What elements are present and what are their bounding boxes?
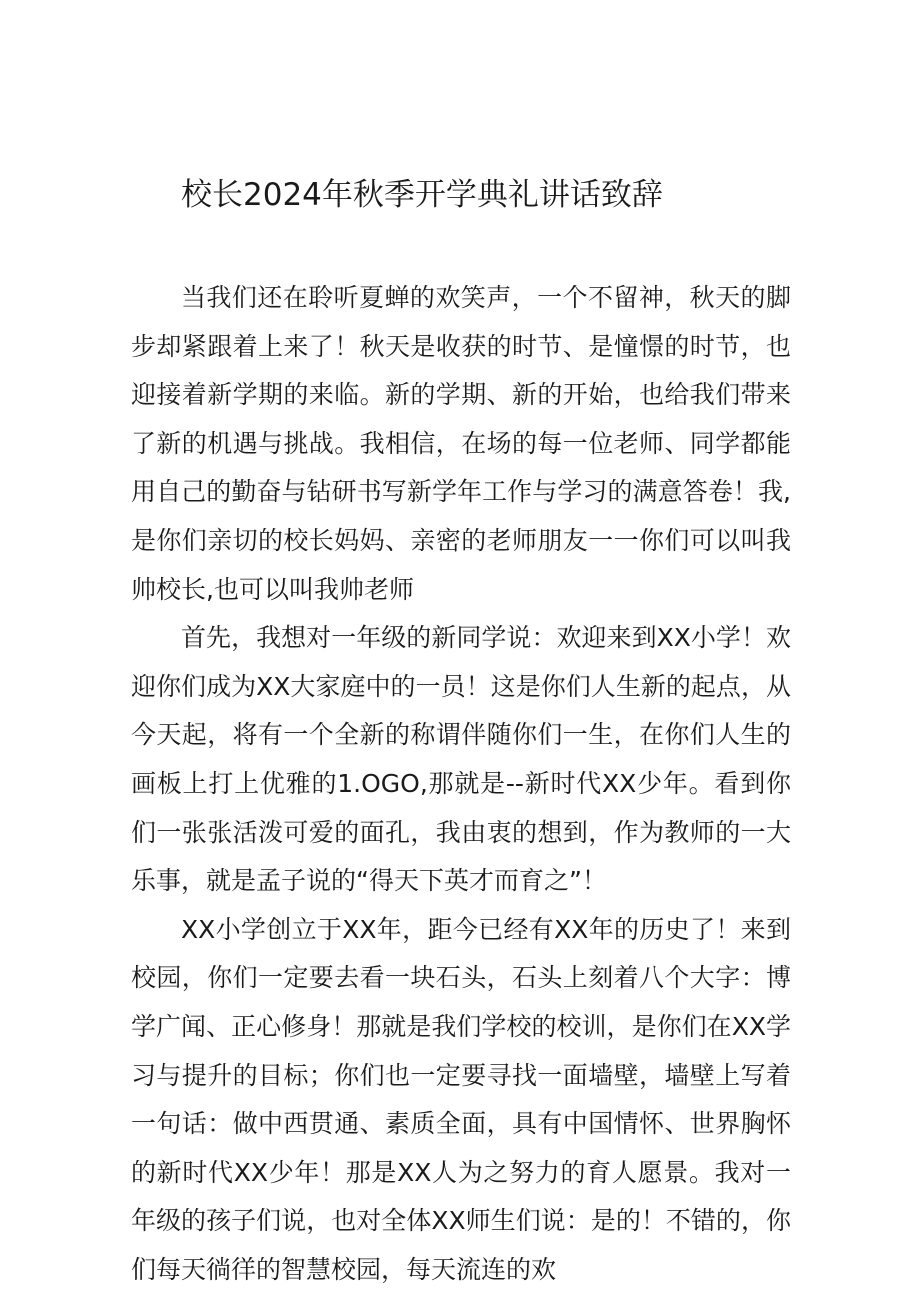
document-title: 校长2024年秋季开学典礼讲话致辞 <box>181 177 663 213</box>
document-body <box>131 274 791 1294</box>
paragraph: 首先，我想对一年级的新同学说：欢迎来到XX小学！欢迎你们成为XX大家庭中的一员！这是你们人生新的起点，从今天起，将有一个全新的称谓伴随你们一生，在你们人生的画板上打上优雅的1.OGO,那就是--新时代XX少年。看到你们一张张活泼可爱的面孔，我由衷的想到，作为教师的一大乐事，就是孟子说的“得天下英才而育之”！ <box>131 623 791 896</box>
paragraph: XX小学创立于XX年，距今已经有XX年的历史了！来到校园，你们一定要去看一块石头，石头上刻着八个大字：博学广闻、正心修身！那就是我们学校的校训，是你们在XX学习与提升的目标；你们也一定要寻找一面墙壁，墙壁上写着一句话：做中西贯通、素质全面，具有中国情怀、世界胸怀的新时代XX少年！那是XX人为之努力的育人愿景。我对一年级的孩子们说，也对全体XX师生们说：是的！不错的，你们每天徜徉的智慧校园，每天流连的欢 <box>131 914 791 1284</box>
paragraph: 当我们还在聆听夏蝉的欢笑声，一个不留神，秋天的脚步却紧跟着上来了！秋天是收获的时节、是憧憬的时节，也迎接着新学期的来临。新的学期、新的开始，也给我们带来了新的机遇与挑战。我相信，在场的每一位老师、同学都能用自己的勤奋与钻研书写新学年工作与学习的满意答卷！我,是你们亲切的校长妈妈、亲密的老师朋友一一你们可以叫我帅校长,也可以叫我帅老师 <box>131 283 791 604</box>
